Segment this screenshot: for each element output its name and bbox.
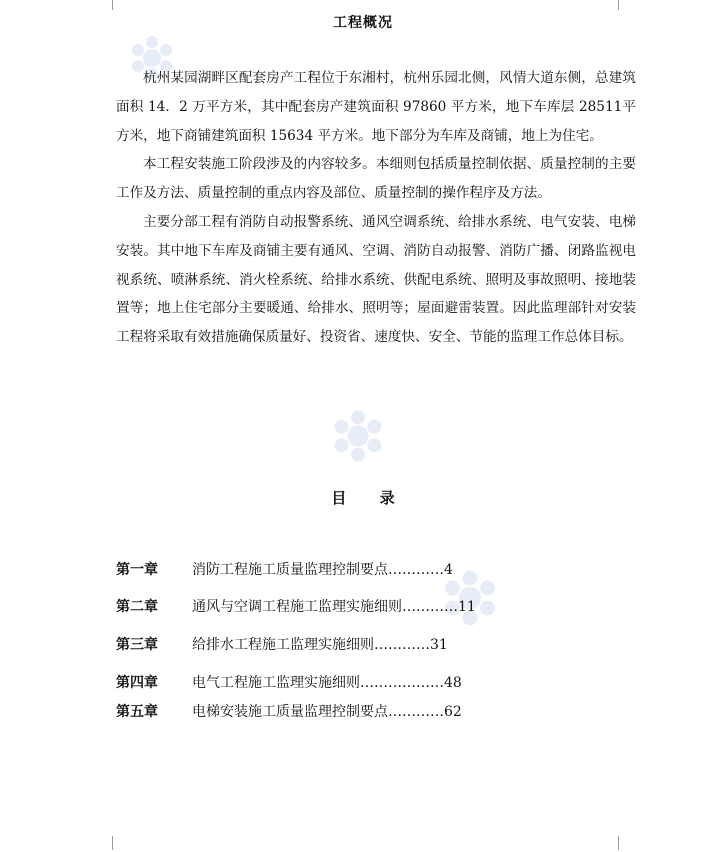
toc-entry[interactable]: [116, 634, 448, 656]
toc-chapter-title: 消防工程施工质量监理控制要点…………4: [192, 562, 453, 578]
snowflake-watermark-icon: [330, 408, 386, 464]
toc-chapter-number: 第四章: [116, 675, 158, 691]
crop-mark-bottom-right: [618, 836, 635, 850]
toc-entry[interactable]: [116, 672, 462, 694]
toc-chapter-title: 电梯安装施工质量监理控制要点…………62: [192, 704, 462, 720]
toc-entry[interactable]: [116, 559, 453, 581]
paragraph: 主要分部工程有消防自动报警系统、通风空调系统、给排水系统、电气安装、电梯安装。其中地下车库及商铺主要有通风、空调、消防自动报警、消防广播、闭路监视电视系统、喷淋系统、消火栓系统、给排水系统、供配电系统、照明及事故照明、接地装置等；地上住宅部分主要暖通、给排水、照明等；屋面避雷装置。因此监理部针对安装工程将采取有效措施确保质量好、投资省、速度快、安全、节能的监理工作总体目标。: [116, 213, 636, 346]
toc-entry[interactable]: [116, 596, 476, 618]
toc-entry[interactable]: [116, 701, 462, 723]
paragraph: 本工程安装施工阶段涉及的内容较多。本细则包括质量控制依据、质量控制的主要工作及方法、质量控制的重点内容及部位、质量控制的操作程序及方法。: [116, 156, 636, 202]
toc-chapter-title: 通风与空调工程施工监理实施细则…………11: [192, 599, 476, 615]
toc-chapter-number: 第二章: [116, 599, 158, 615]
toc-chapter-title: 电气工程施工监理实施细则………………48: [192, 675, 462, 691]
crop-mark-top-left: [96, 0, 113, 10]
toc-chapter-number: 第三章: [116, 637, 158, 653]
toc-title: 目 录: [331, 489, 409, 507]
paragraph: 杭州某园湖畔区配套房产工程位于东湘村，杭州乐园北侧，风情大道东侧，总建筑面积 14．2 万平方米，其中配套房产建筑面积 97860 平方米，地下车库层 28511平方米，地下商铺建筑面积 15634 平方米。地下部分为车库及商铺，地上为住宅。: [116, 70, 636, 144]
page-title: 工程概况: [333, 15, 393, 31]
toc-chapter-number: 第五章: [116, 704, 158, 720]
crop-mark-top-right: [618, 0, 635, 10]
toc-chapter-number: 第一章: [116, 562, 158, 578]
toc-chapter-title: 给排水工程施工监理实施细则…………31: [192, 637, 448, 653]
body-text: [116, 64, 636, 352]
crop-mark-bottom-left: [96, 836, 113, 850]
